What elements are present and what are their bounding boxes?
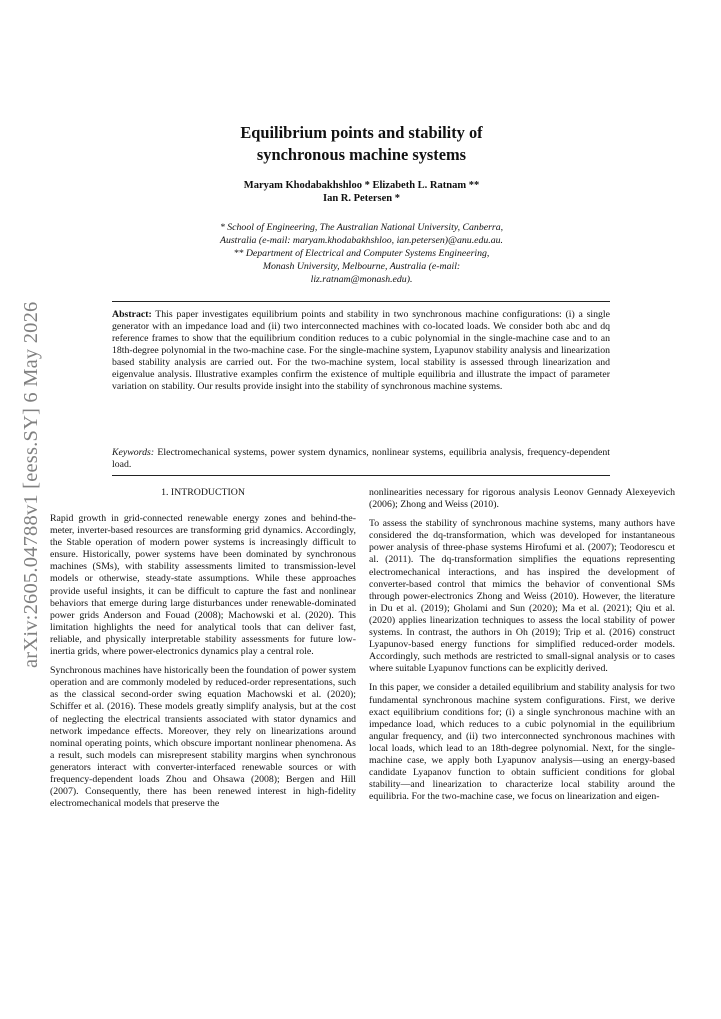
right-paragraph-1: To assess the stability of synchronous machine systems, many authors have considered the dq-transformation, which was developed for instantaneous power analysis of three-phase systems Hirofumi et al. (2007); Teodorescu et al. (2011). The dq-transformation simplifies the equations representing electromechanical interactions, and has inspired the development of converter-based control that mimics the behavior of conventional SMs through power-electronics Zhong and Weiss (2010). However, the literature in Du et al. (2019); Gholami and Sun (2020); Ma et al. (2021); Qiu et al. (2020) applies linearization techniques to assess the local stability of power systems. In contrast, the authors in Oh (2019); Trip et al. (2016) construct Lyapunov-based energy functions for simplified reduced-order models. Accordingly, such methods are restricted to small-signal analysis or to cases where suitable Lyapunov functions can be explicitly derived. [369, 518, 675, 675]
authors-line-1: Maryam Khodabakhshloo * Elizabeth L. Ratnam ** [243, 180, 480, 191]
right-paragraph-2: In this paper, we consider a detailed equilibrium and stability analysis for two fundamental synchronous machine system configurations. First, we derive exact equilibrium conditions for; (i) a single synchronous machine with an impedance load, which reduces to a cubic polynomial in the equilibrium angular frequency, and (ii) two interconnected synchronous machines with local loads, which lead to an 18th-degree polynomial. Next, for the single-machine case, we apply both Lyapunov analysis—using an energy-based candidate Lyapanov function to obtain sufficient conditions for global stability—and linearization to characterize local stability around the equilibria. For the two-machine case, we focus on linearization and eigen- [369, 682, 675, 803]
abstract-text: This paper investigates equilibrium points and stability in two synchronous machine configurations: (i) a single generator with an impedance load and (ii) two interconnected machines with co-located loads. We consider both abc and dq reference frames to show that the equilibrium condition reduces to a cubic polynomial in the single-machine case and to an 18th-degree polynomial in the two-machine case. For the single-machine system, Lyapunov stability analysis and linearization based stability analysis are carried out. For the two-machine system, local stability is assessed through linearization and eigenvalue analysis. Illustrative examples confirm the existence of multiple equilibria and illustrate the impact of parameter variation on stability. Our results provide insight into the stability of synchronous machine systems. [112, 309, 610, 392]
arxiv-identifier: arXiv:2605.04788v1 [eess.SY] 6 May 2026 [20, 301, 42, 668]
abstract-top-rule [112, 301, 610, 302]
section-heading-introduction: 1. INTRODUCTION [161, 487, 245, 498]
affiliation-line-5: liz.ratnam@monash.edu). [310, 274, 413, 285]
abstract-label: Abstract: [112, 309, 152, 320]
paper-title [120, 122, 603, 166]
keywords-label: Keywords: [112, 447, 155, 458]
right-column [369, 487, 675, 810]
keywords-text: Electromechanical systems, power system dynamics, nonlinear systems, equilibria analysis, frequency-dependent load. [112, 447, 610, 470]
keywords-bottom-rule [112, 475, 610, 476]
right-paragraph-0: nonlinearities necessary for rigorous analysis Leonov Gennady Alexeyevich (2006); Zhong and Weiss (2010). [369, 487, 675, 511]
keywords [112, 447, 610, 471]
abstract [112, 309, 610, 393]
authors-line-2: Ian R. Petersen * [323, 193, 400, 204]
title-line-2: synchronous machine systems [256, 145, 467, 164]
affiliations [130, 221, 593, 286]
affiliation-line-1: * School of Engineering, The Australian National University, Canberra, [219, 222, 504, 233]
left-column [50, 513, 356, 817]
authors [120, 179, 603, 205]
title-line-1: Equilibrium points and stability of [240, 123, 483, 142]
affiliation-line-4: Monash University, Melbourne, Australia (e-mail: [262, 261, 461, 272]
affiliation-line-2: Australia (e-mail: maryam.khodabakhshloo, ian.petersen)@anu.edu.au. [219, 235, 503, 246]
left-paragraph-1: Rapid growth in grid-connected renewable energy zones and behind-the-meter, inverter-based resources are transforming grid dynamics. Accordingly, the Stable operation of modern power systems is increasingly difficult to ensure. Historically, power systems have been dominated by synchronous machines (SMs), with stability assessments limited to transmission-level models or otherwise, steady-state assumptions. While these approaches provide useful insights, it can be difficult to capture the fast and nonlinear behaviors that emerge during large disturbances under renewable-dominated power grids Anderson and Fouad (2008); Machowski et al. (2020). This limitation highlights the need for analytical tools that can deliver fast, reliable, and physically interpretable stability assessments for future low-inertia grids, where power-electronics dynamics play a central role. [50, 513, 356, 658]
left-paragraph-2: Synchronous machines have historically been the foundation of power system operation and are commonly modeled by reduced-order representations, such as the classical second-order swing equation Machowski et al. (2020); Schiffer et al. (2016). These models greatly simplify analysis, but at the cost of neglecting the electrical transients associated with stator dynamics and network impedance effects. Moreover, they rely on linearizations around nominal operating points, which obscure important nonlinear phenomena. As a result, such models can misrepresent stability margins when synchronous generators interact with converter-interfaced renewable sources or with frequency-dependent loads Zhou and Ohsawa (2008); Bergen and Hill (2007). Consequently, there has been renewed interest in high-fidelity electromechanical models that preserve the [50, 665, 356, 810]
affiliation-line-3: ** Department of Electrical and Computer Systems Engineering, [233, 248, 490, 259]
